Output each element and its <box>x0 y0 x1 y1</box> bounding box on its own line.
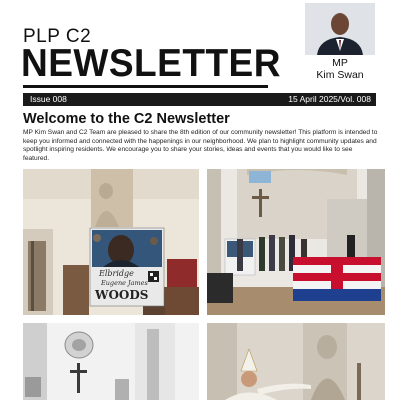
photo-funeral-poster <box>23 169 199 315</box>
mp-portrait <box>305 3 375 55</box>
photo-casket-ceremony <box>207 169 385 315</box>
mp-name: Kim Swan <box>316 69 364 81</box>
photo-altar-monochrome <box>23 323 199 400</box>
title-rule <box>23 85 268 88</box>
issue-bar <box>23 93 376 106</box>
mp-role: MP <box>332 57 348 69</box>
issue-date-volume: 15 April 2025/Vol. 008 <box>288 94 371 104</box>
funeral-poster <box>90 228 164 306</box>
welcome-body: MP Kim Swan and C2 Team are pleased to share the 8th edition of our community newsletter! This platform is intended to keep you informed and connected with the happenings in our neighborhood. We plan to highlight community updates and spotlight inspiring residents. We encourage you to share your stories, ideas and events that you would like to see featured. <box>23 129 378 162</box>
photo-bishop-blessing <box>207 323 385 400</box>
flag-draped-casket <box>293 257 381 301</box>
welcome-heading: Welcome to the C2 Newsletter <box>23 111 230 127</box>
poster-given-name: Elbridge <box>99 269 134 278</box>
poster-surname: WOODS <box>95 288 149 302</box>
newsletter-title: NEWSLETTER <box>21 42 281 85</box>
header-kicker: PLP C2 <box>23 26 92 47</box>
mp-caption <box>304 57 376 81</box>
poster-middle-names: Eugene James <box>101 279 148 287</box>
issue-number: Issue 008 <box>30 94 67 104</box>
